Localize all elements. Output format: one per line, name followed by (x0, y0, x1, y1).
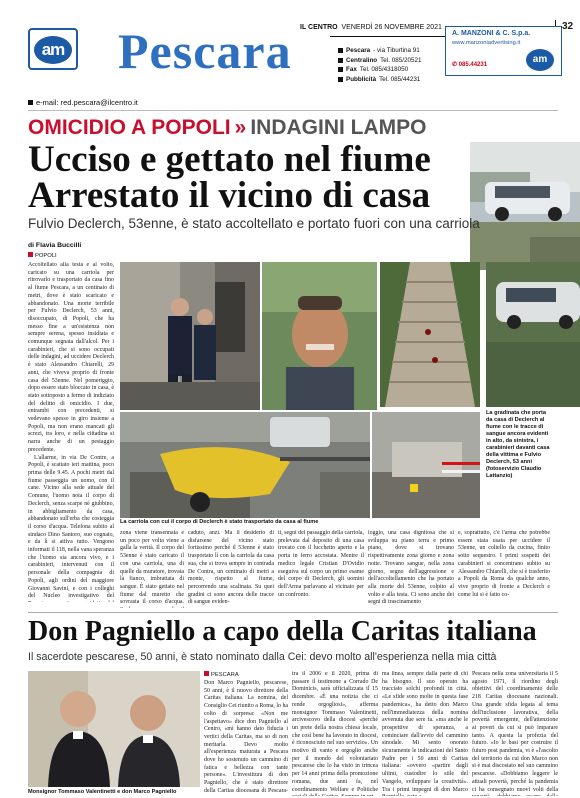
article-divider (28, 612, 558, 613)
contacts-block (338, 46, 421, 84)
photo-stairs (380, 262, 480, 407)
section-name: PESCARA (211, 672, 239, 678)
advertiser-name: A. MANZONI & C. S.p.a. (452, 30, 531, 37)
issue-date: VENERDÌ 26 NOVEMBRE 2021 (341, 24, 442, 31)
kicker-topic: OMICIDIO A POPOLI (28, 116, 231, 139)
masthead (0, 0, 580, 88)
article1-column-5: loggio, una casa dignitosa che si sviluppa su piano terra e primo piano, dove si trovano rispettivamente zona giorno e zona notte. Trovano sangue, nella zona giorno, segno dell'aggressione e dell'accoltellamento che ha portato alla morte del 53enne, colpito al volto e alla testa. Ci sono anche dei segni di trascinamento (368, 530, 454, 606)
advertiser-logo-icon: am (526, 49, 554, 71)
article2-column-1: Don Marco Pagniello, pescarese, 50 anni, è il nuovo direttore della Caritas italiana. La nomina, del Consiglio Cei riunito a Roma, lo ha colto di sorpresa: «Non me l'aspettavo» dice don Pagniello al Centro, «mi hanno dato fiducia i vertici della Caritas, ma so di non meritarla. Devo molto all'esperienza maturata a Pescara dove ho sostenuto un cammino di fatica e bellezza con tante persone». L'investitura di don Pagniello, che è stato direttore della Caritas diocesana di Pescara- (204, 680, 288, 794)
newspaper-name: IL CENTRO (300, 24, 338, 31)
photo-street-scene (470, 142, 580, 270)
logo-am-icon: am (34, 36, 72, 64)
article2-column-3: ma linea, sempre dalla parte di chi ha bisogno. Il suo operato ha tracciato solchi profondi in città. «Le sfide sono molte in questa fase pandemica», ha detto don Marco nell'immediatezza della nomina avvenuta due sere fa. «ma anche le prospettive di speranza, a cominciare dall'avvio del cammino sinodale. Mi sento onorato sicuramente le indicazioni del Santo Padre per i 50 anni di Caritas italiana: «ovvero «partire dagli ultimi, custodire lo stile del Vangelo, sviluppare la creatività». Tra i primi impegni di don Marco (382, 671, 468, 793)
bullet-icon (338, 48, 343, 53)
article2-column-2: tra il 2006 e il 2020, prima di passare il testimone a Corrado De Dominicis, sarà ufficializzata il 15 dicembre. «È una notizia che ci rende orgogliosi», afferma monsignor Tommaso Valentinetti, arcivescovo della diocesi «perché un prete della nostra chiesa locale, che così bene ha lavorato in diocesi, è riconosciuto nel suo servizio». Un motivo di vanto e orgoglio anche per il mondo del volontariato pescarese che lo ha visto in trincea per 14 anni prima della promozione romana, due anni fa, nel coordinamento Welfare e Politiche (292, 671, 378, 793)
section-name: POPOLI (35, 253, 57, 259)
section-marker-icon (204, 671, 209, 676)
photo-car-yard (486, 262, 580, 407)
contact-value: Tel. 085/44231 (379, 75, 421, 83)
article1-column-1 (28, 262, 114, 602)
email-label: e-mail: (36, 98, 59, 107)
contact-label: Fax (346, 66, 357, 74)
article2-headline[interactable]: Don Pagniello a capo della Caritas italiana (28, 616, 537, 647)
article1-column-3: caduto, anzi. Ma il desiderio di disfarsene del vicino stato fortissimo perché il 53enne è stato trasportato lì con la carriola da casa sua, che si trova sempre in contrada De Contra, un centinaio di metri a monte, rispetto al fiume, percorrendo una scalinata. Su quei gradini ci sono ancora delle tracce di sangue eviden- (188, 530, 274, 606)
article1-column-6: e, soprattutto, c'è l'arma che potrebbe essere stata usata per uccidere il 53enne, un coltello da cucina, finito sotto sequestro. I primi sospetti dei carabinieri si concentrano subito su Alessandro Chiarelli, che si è trasferito a Popoli da Roma da qualche anno, vive proprio di fronte a Declerch e come lui si è fatto co- (458, 530, 550, 598)
page-number: 32 (562, 21, 574, 32)
advertiser-phone: ✆ 085.44231 (452, 62, 488, 68)
article1-subheadline: Fulvio Declerch, 53enne, è stato accoltellato e portato fuori con una carriola (28, 216, 480, 231)
bullet-icon (338, 77, 343, 82)
header-divider (28, 110, 558, 111)
advertiser-website[interactable]: www.manzoniadvertising.it (452, 40, 521, 46)
article1-column-4: ti, segni del passaggio della carriola, prelevata dal deposito di una casa trovato con il lucchetto aperto e la porta in ferro accostata. Mentre il medico legale Cristian D'Ovidio eseguiva sul corpo un primo esame del corpo di Declerch, gli uomini dell'Arma parlavano al vicinato per un confronto. (278, 530, 364, 598)
contact-label: Centralino (346, 56, 378, 64)
photo-carabinieri (120, 262, 260, 410)
headline-line-1: Ucciso e gettato nel fiume (28, 139, 431, 180)
photo-priests (28, 671, 200, 787)
article1-paragraph: L'allarme, in via De Contre, a Popoli, è scattato ieri mattina, poco prima delle 9.45. A pochi metri dal fiume passeggia un uomo, con il cane. Vicino alla sede attuale del Comune, l'uomo nota il corpo di Declerch, senza scarpe né giubbino, in abbigliamento da casa, abbandonato sull'erba che costeggia il corso d'acqua. Telefona subito al sindaco Dino Santoro, suo cognato, e da lì si attiva tutto. Vengono informati il 118, nella vana speranza che l'uomo sia ancora vivo, e i carabinieri, intervenuti con il personale della compagnia di Popoli, agli ordini del maggiore Giovanni Savini, e con i colleghi del Nucleo investigativo del (28, 454, 114, 600)
article2-subheadline: Il sacerdote pescarese, 50 anni, è stato nominato dalla Cei: devo molto all'esperienza nella mia città (28, 651, 497, 663)
byline-author: di Flavia Buccilli (28, 242, 82, 249)
article1-kicker (28, 116, 426, 140)
contact-label: Pubblicità (346, 75, 377, 83)
article1-column-2: zona viene transennata e un poco per volta viene a galla la verità. Il corpo del 53enne è stato caricato il con una carriola, una di quelle da muratore, trovata là fianco, imbrattata di sangue. È stato gettato nel fiume dal muretto che sovrasta il corso d'acqua. (120, 530, 184, 606)
bullet-icon (338, 58, 343, 63)
headline-line-2: Arrestato il vicino di casa (28, 175, 431, 216)
email-address[interactable]: red.pescara@ilcentro.it (60, 98, 138, 107)
email-line (28, 98, 138, 107)
section-marker-icon (28, 252, 33, 257)
article1-byline (28, 242, 81, 249)
article1-headline[interactable] (28, 139, 483, 216)
article1-section (28, 252, 57, 259)
wheelbarrow-photo-caption: La carriola con cui il corpo di Declerch è stato trasportato da casa al fiume (120, 519, 319, 525)
bullet-icon (338, 67, 343, 72)
article2-column-4: Pescara nella zona universitaria il 5 agosto 1971, il riordino degli obiettivi del coordinamento delle 218 Caritas diocesane nazionali. Una grande sfida legata al tema dell'inclusione lavorativa, della povertà emergente, dell'attenzione ai poveri da cui si può imparare tanto. A questa la profezia del futuro. «Io le basi per costruire il futuro post pandemia, vi è «l'ascolto del territorio da cui don Marco non si è mai discostato nel suo cammino pescarese. «Dobbiamo leggere le attuali povertà, perché la pandemia ci ha consegnato nuovi volti della (472, 671, 558, 793)
city-title: Pescara (118, 23, 292, 79)
kicker-subtopic: INDAGINI LAMPO (250, 116, 427, 139)
photo-crime-scene (372, 412, 480, 518)
contact-label: Pescara (346, 47, 371, 54)
article2-section (204, 671, 239, 678)
photo-wheelbarrow (120, 412, 370, 518)
newspaper-logo[interactable] (28, 28, 78, 70)
contact-value: Tel. 085/20521 (380, 56, 422, 64)
advertiser-phone-number: 085.44231 (458, 62, 488, 68)
advertiser-box[interactable] (445, 26, 562, 76)
priests-photo-caption: Monsignor Tommaso Valentinetti e don Marco Pagniello (28, 789, 177, 795)
masthead-rule (330, 36, 445, 37)
photo-victim-portrait (262, 262, 377, 410)
stairs-photo-caption: La gradinata che porta da casa di Declerch al fiume con le tracce di sangue ancora evidenti in alto, da sinistra, i carabinieri davanti casa della vittima e Fulvio Declerch, 53 anni (fotoservizio Claudio Lattanzio) (486, 410, 550, 479)
article1-paragraph: Accoltellato alla testa e al volto, caricato su una carriola per ritrovarlo e trasportato da casa fino al fiume Pescara, a un centinaio di metri, dove è stato scaricato e abbandonato. Una morte terribile per Fulvio Declerch, 53 anni, disoccupato, di Popoli, che ha messo fine a un'esistenza non sempre serena, spesso insidiata e comunque segnata dall'alcol. Per i carabinieri, che si sono occupati delle indagini, ad uccidere Declerch è stato Alessandro Chiarelli, 29 anni, che viveva proprio di fronte casa del 53enne. Nel pomeriggio, dopo essere stato bloccato in casa, è stato sottoposto a fermo di indiziato del delitto di omicidio. I due, entrambi con precedenti, si vedevano spesso in giro insieme a Popoli, ma non erano mancati gli screzi, tra loro, e nella cittadina si narra anche di un pestaggio precedente. (28, 262, 114, 453)
contact-value: Tel. 085/4318050 (359, 66, 409, 74)
kicker-separator: » (234, 116, 247, 139)
bullet-icon (28, 100, 33, 105)
contact-value: - via Tiburtina 91 (373, 47, 420, 54)
